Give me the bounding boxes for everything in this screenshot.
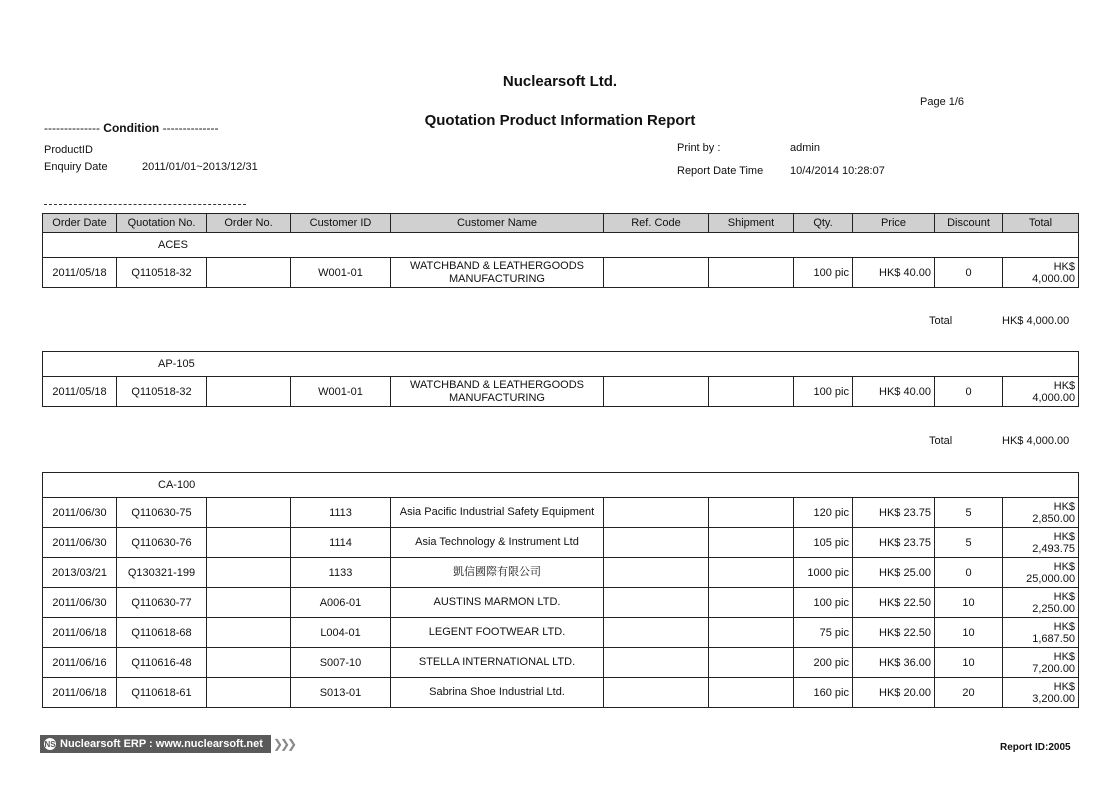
logo-box <box>40 735 271 753</box>
total-currency: HK$ <box>1053 620 1076 633</box>
order-no <box>207 678 291 708</box>
product-id-label: ProductID <box>44 144 93 156</box>
discount: 5 <box>935 498 1003 528</box>
ref-code <box>604 558 709 588</box>
col-header: Ref. Code <box>604 214 709 233</box>
order-no <box>207 648 291 678</box>
group-total-value: HK$ 4,000.00 <box>1002 435 1070 447</box>
price: HK$ 40.00 <box>853 377 935 407</box>
price: HK$ 22.50 <box>853 588 935 618</box>
group-product: CA-100 <box>158 479 196 491</box>
total-currency: HK$ <box>1053 379 1076 392</box>
shipment <box>709 678 794 708</box>
table-row <box>43 528 1079 558</box>
total <box>1003 648 1079 678</box>
group-total-label: Total <box>929 315 953 327</box>
report-table-ap105 <box>42 351 1079 407</box>
total-value: 7,200.00 <box>1032 662 1076 675</box>
total-currency: HK$ <box>1053 260 1075 273</box>
col-header: Quotation No. <box>117 214 207 233</box>
print-by-label: Print by : <box>677 142 721 154</box>
total <box>1003 377 1079 407</box>
qty: 120 pic <box>794 498 853 528</box>
qty: 1000 pic <box>794 558 853 588</box>
group-header <box>43 352 1079 377</box>
total-value: 1,687.50 <box>1032 632 1076 645</box>
total <box>1003 588 1079 618</box>
condition-divider <box>44 204 246 205</box>
price: HK$ 25.00 <box>853 558 935 588</box>
quotation-no: Q110518-32 <box>117 377 207 407</box>
discount: 10 <box>935 588 1003 618</box>
company-name: Nuclearsoft Ltd. <box>502 73 618 90</box>
shipment <box>709 377 794 407</box>
price: HK$ 20.00 <box>853 678 935 708</box>
shipment <box>709 618 794 648</box>
total <box>1003 258 1079 288</box>
order-date: 2013/03/21 <box>43 558 117 588</box>
order-date: 2011/06/30 <box>43 588 117 618</box>
order-no <box>207 618 291 648</box>
col-header: Order No. <box>207 214 291 233</box>
ref-code <box>604 258 709 288</box>
customer-name: LEGENT FOOTWEAR LTD. <box>391 618 604 648</box>
total <box>1003 528 1079 558</box>
qty: 75 pic <box>794 618 853 648</box>
discount: 20 <box>935 678 1003 708</box>
price: HK$ 23.75 <box>853 528 935 558</box>
discount: 10 <box>935 618 1003 648</box>
group-product: AP-105 <box>158 358 195 370</box>
report-datetime-value: 10/4/2014 10:28:07 <box>790 165 885 177</box>
report-title: Quotation Product Information Report <box>424 112 696 129</box>
customer-name: STELLA INTERNATIONAL LTD. <box>391 648 604 678</box>
customer-name: Sabrina Shoe Industrial Ltd. <box>391 678 604 708</box>
customer-id: A006-01 <box>291 588 391 618</box>
col-header: Customer Name <box>391 214 604 233</box>
qty: 105 pic <box>794 528 853 558</box>
qty: 160 pic <box>794 678 853 708</box>
total-currency: HK$ <box>1053 680 1076 693</box>
customer-id: 1114 <box>291 528 391 558</box>
quotation-no: Q110630-77 <box>117 588 207 618</box>
discount: 10 <box>935 648 1003 678</box>
logo-text: Nuclearsoft ERP : www.nuclearsoft.net <box>60 738 263 750</box>
page-indicator: Page 1/6 <box>920 96 965 108</box>
total-value: 2,493.75 <box>1032 542 1076 555</box>
discount: 0 <box>935 377 1003 407</box>
price: HK$ 36.00 <box>853 648 935 678</box>
order-no <box>207 558 291 588</box>
ref-code <box>604 588 709 618</box>
ref-code <box>604 498 709 528</box>
customer-name: 凱信國際有限公司 <box>391 558 604 588</box>
customer-id: L004-01 <box>291 618 391 648</box>
shipment <box>709 258 794 288</box>
col-header: Order Date <box>43 214 117 233</box>
group-product: ACES <box>158 239 188 251</box>
customer-name: Asia Pacific Industrial Safety Equipment <box>391 498 604 528</box>
quotation-no: Q110518-32 <box>117 258 207 288</box>
quotation-no: Q110630-75 <box>117 498 207 528</box>
total <box>1003 498 1079 528</box>
quotation-no: Q130321-199 <box>117 558 207 588</box>
shipment <box>709 528 794 558</box>
table-header <box>43 214 1079 233</box>
order-no <box>207 258 291 288</box>
order-date: 2011/06/18 <box>43 618 117 648</box>
discount: 5 <box>935 528 1003 558</box>
total-currency: HK$ <box>1053 590 1076 603</box>
customer-id: 1113 <box>291 498 391 528</box>
ref-code <box>604 377 709 407</box>
table-row <box>43 618 1079 648</box>
order-date: 2011/05/18 <box>43 377 117 407</box>
order-no <box>207 498 291 528</box>
price: HK$ 23.75 <box>853 498 935 528</box>
quotation-no: Q110618-61 <box>117 678 207 708</box>
ref-code <box>604 648 709 678</box>
total-currency: HK$ <box>1053 650 1076 663</box>
col-header: Customer ID <box>291 214 391 233</box>
report-id: Report ID:2005 <box>1000 742 1071 753</box>
table-row <box>43 498 1079 528</box>
col-header: Price <box>853 214 935 233</box>
report-table-ca100 <box>42 472 1079 708</box>
customer-id: W001-01 <box>291 258 391 288</box>
price: HK$ 22.50 <box>853 618 935 648</box>
discount: 0 <box>935 258 1003 288</box>
customer-name: WATCHBAND & LEATHERGOODS MANUFACTURING <box>391 258 604 288</box>
customer-name: WATCHBAND & LEATHERGOODS MANUFACTURING <box>391 377 604 407</box>
col-header: Discount <box>935 214 1003 233</box>
group-total-label: Total <box>929 435 953 447</box>
col-header: Shipment <box>709 214 794 233</box>
total <box>1003 678 1079 708</box>
customer-name: Asia Technology & Instrument Ltd <box>391 528 604 558</box>
total-value: 4,000.00 <box>1032 391 1076 404</box>
nuclearsoft-logo-icon: NS <box>44 739 56 749</box>
ref-code <box>604 528 709 558</box>
shipment <box>709 648 794 678</box>
quotation-no: Q110618-68 <box>117 618 207 648</box>
shipment <box>709 498 794 528</box>
shipment <box>709 558 794 588</box>
total-value: 2,250.00 <box>1032 602 1076 615</box>
order-date: 2011/06/30 <box>43 528 117 558</box>
group-product-cell <box>43 473 1079 498</box>
report-table-aces <box>42 213 1079 288</box>
order-no <box>207 528 291 558</box>
customer-id: 1133 <box>291 558 391 588</box>
enquiry-date-value: 2011/01/01~2013/12/31 <box>142 161 258 173</box>
total <box>1003 618 1079 648</box>
qty: 100 pic <box>794 258 853 288</box>
table-row <box>43 558 1079 588</box>
order-no <box>207 588 291 618</box>
total-currency: HK$ <box>1053 500 1076 513</box>
total <box>1003 558 1079 588</box>
report-datetime-label: Report Date Time <box>677 165 764 177</box>
quotation-no: Q110630-76 <box>117 528 207 558</box>
total-value: 3,200.00 <box>1032 692 1076 705</box>
enquiry-date-label: Enquiry Date <box>44 161 108 173</box>
condition-heading: -------------- Condition -------------- <box>44 121 219 135</box>
total-currency: HK$ <box>1053 560 1076 573</box>
order-date: 2011/06/18 <box>43 678 117 708</box>
customer-id: S007-10 <box>291 648 391 678</box>
qty: 100 pic <box>794 377 853 407</box>
order-date: 2011/06/30 <box>43 498 117 528</box>
order-no <box>207 377 291 407</box>
total-value: 25,000.00 <box>1026 572 1076 585</box>
table-row <box>43 588 1079 618</box>
qty: 100 pic <box>794 588 853 618</box>
group-header <box>43 473 1079 498</box>
group-product-cell <box>43 352 1079 377</box>
discount: 0 <box>935 558 1003 588</box>
ref-code <box>604 618 709 648</box>
group-total-value: HK$ 4,000.00 <box>1002 315 1070 327</box>
chevron-right-icon: ❯❯❯ <box>272 737 295 751</box>
ref-code <box>604 678 709 708</box>
quotation-no: Q110616-48 <box>117 648 207 678</box>
print-by-value: admin <box>790 142 820 154</box>
table-row <box>43 678 1079 708</box>
total-value: 2,850.00 <box>1032 512 1076 525</box>
group-header <box>43 233 1079 258</box>
customer-id: W001-01 <box>291 377 391 407</box>
total-value: 4,000.00 <box>1032 272 1075 285</box>
table-row <box>43 258 1079 288</box>
col-header: Total <box>1003 214 1079 233</box>
qty: 200 pic <box>794 648 853 678</box>
group-product-cell <box>43 233 1079 258</box>
customer-name: AUSTINS MARMON LTD. <box>391 588 604 618</box>
order-date: 2011/05/18 <box>43 258 117 288</box>
table-row <box>43 377 1079 407</box>
price: HK$ 40.00 <box>853 258 935 288</box>
footer-logo <box>40 735 294 753</box>
table-row <box>43 648 1079 678</box>
customer-id: S013-01 <box>291 678 391 708</box>
total-currency: HK$ <box>1053 530 1076 543</box>
order-date: 2011/06/16 <box>43 648 117 678</box>
shipment <box>709 588 794 618</box>
col-header: Qty. <box>794 214 853 233</box>
